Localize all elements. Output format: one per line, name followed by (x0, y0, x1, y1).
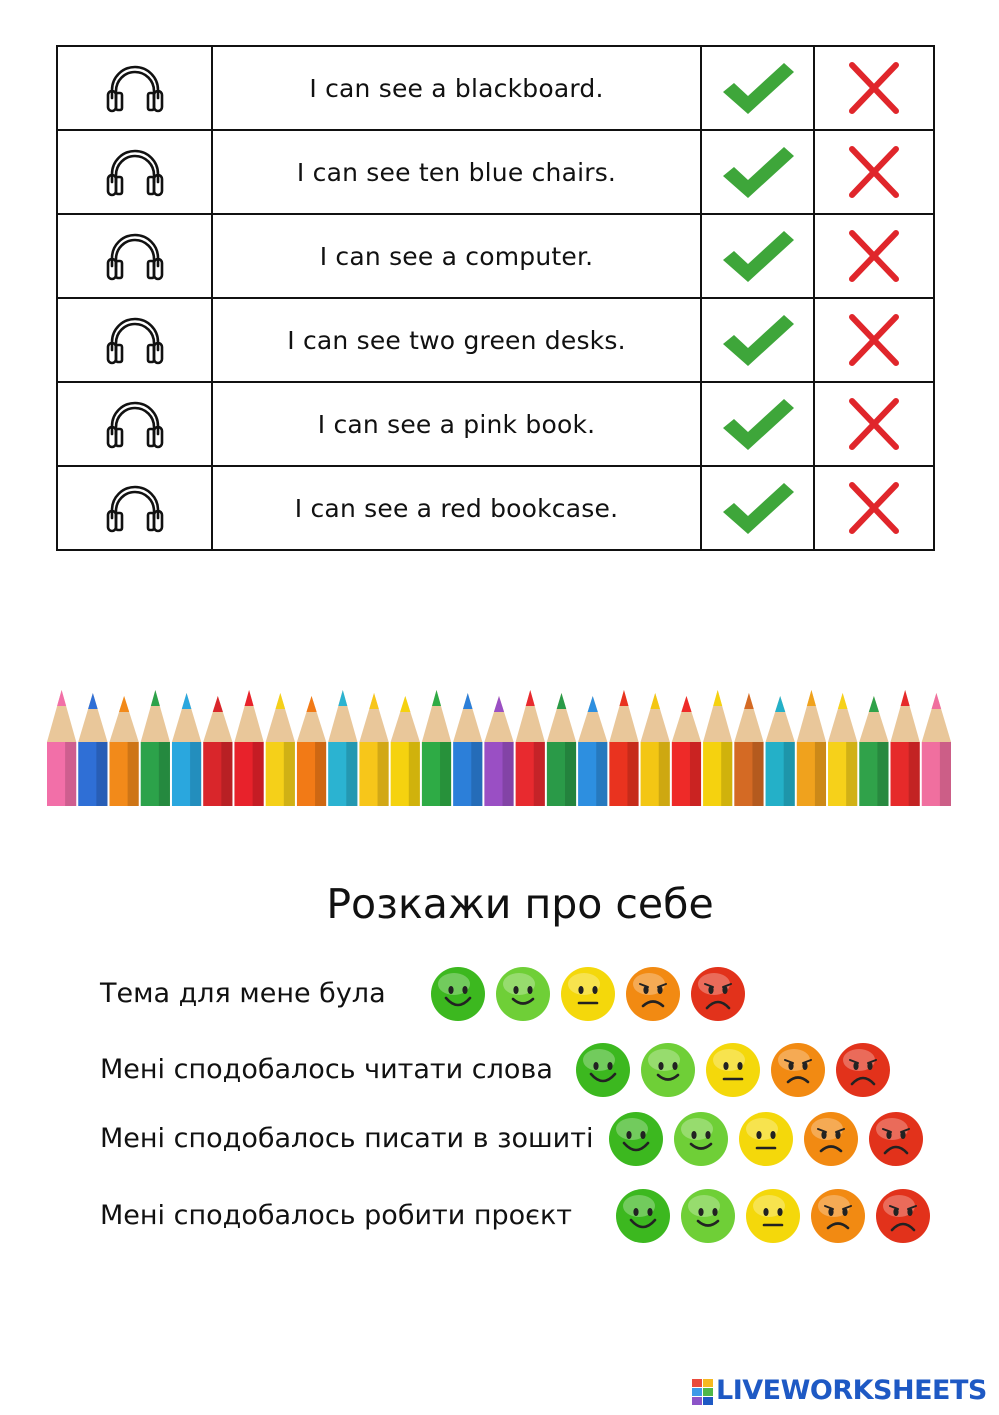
play-audio-button[interactable] (57, 298, 212, 382)
pencil (359, 693, 388, 806)
play-audio-button[interactable] (57, 382, 212, 466)
pencil (891, 690, 920, 806)
check-icon (720, 59, 796, 117)
table-row (57, 298, 934, 382)
sentence-cell (212, 466, 701, 550)
rating-row-topic (100, 964, 760, 1024)
rating-row-label: Тема для мене була (100, 978, 386, 1009)
listening-table-body (57, 46, 934, 550)
neutral-face-icon[interactable] (745, 1188, 801, 1244)
false-answer-button[interactable] (814, 46, 934, 130)
true-answer-button[interactable] (701, 130, 814, 214)
true-answer-button[interactable] (701, 214, 814, 298)
false-answer-button[interactable] (814, 466, 934, 550)
sentence-text: I can see a computer. (319, 241, 594, 271)
sentence-text: I can see a red bookcase. (294, 493, 619, 523)
sentence-cell (212, 298, 701, 382)
very-sad-face-icon[interactable] (835, 1042, 891, 1098)
table-row (57, 214, 934, 298)
cross-icon (846, 395, 902, 453)
sad-face-icon[interactable] (810, 1188, 866, 1244)
pencil (266, 693, 295, 806)
rating-row-project (100, 1186, 940, 1246)
very-happy-face-icon[interactable] (575, 1042, 631, 1098)
true-answer-button[interactable] (701, 382, 814, 466)
false-answer-button[interactable] (814, 298, 934, 382)
sentence-text: I can see ten blue chairs. (296, 157, 617, 187)
cross-icon (846, 59, 902, 117)
pencil (172, 693, 201, 806)
very-sad-face-icon[interactable] (868, 1111, 924, 1167)
pencil (828, 693, 857, 806)
pencil (453, 693, 482, 806)
headphones-icon (105, 314, 165, 366)
pencil (797, 690, 826, 806)
pencil (391, 696, 420, 806)
pencil (547, 693, 576, 806)
pencil (703, 690, 732, 806)
pencil (641, 693, 670, 806)
pencil (578, 696, 607, 806)
pencil (297, 696, 326, 806)
true-answer-button[interactable] (701, 466, 814, 550)
cross-icon (846, 143, 902, 201)
very-sad-face-icon[interactable] (875, 1188, 931, 1244)
pencil (609, 690, 638, 806)
pencil (78, 693, 107, 806)
happy-face-icon[interactable] (680, 1188, 736, 1244)
rating-row-writing (100, 1109, 930, 1169)
pencil (484, 696, 513, 806)
play-audio-button[interactable] (57, 466, 212, 550)
pencil (672, 696, 701, 806)
true-answer-button[interactable] (701, 46, 814, 130)
sentence-cell (212, 130, 701, 214)
play-audio-button[interactable] (57, 130, 212, 214)
rating-row-label: Мені сподобалось робити проєкт (100, 1200, 573, 1231)
table-row (57, 46, 934, 130)
pencil (422, 690, 451, 806)
table-row (57, 466, 934, 550)
check-icon (720, 395, 796, 453)
neutral-face-icon[interactable] (705, 1042, 761, 1098)
very-happy-face-icon[interactable] (608, 1111, 664, 1167)
sad-face-icon[interactable] (625, 966, 681, 1022)
self-assessment-title: Розкажи про себе (326, 880, 714, 928)
check-icon (720, 143, 796, 201)
pencil (328, 690, 357, 806)
sentence-cell (212, 46, 701, 130)
pencil (516, 690, 545, 806)
pencil (922, 693, 951, 806)
sad-face-icon[interactable] (770, 1042, 826, 1098)
pencil (234, 690, 263, 806)
pencil (859, 696, 888, 806)
sentence-text: I can see a pink book. (317, 409, 596, 439)
rating-row-label: Мені сподобалось читати слова (100, 1054, 553, 1085)
table-row (57, 382, 934, 466)
pencil (734, 693, 763, 806)
headphones-icon (105, 398, 165, 450)
very-happy-face-icon[interactable] (615, 1188, 671, 1244)
pencil (203, 696, 232, 806)
pencil (141, 690, 170, 806)
pencil (47, 690, 76, 806)
headphones-icon (105, 62, 165, 114)
rating-row-label: Мені сподобалось писати в зошиті (100, 1123, 594, 1154)
headphones-icon (105, 146, 165, 198)
happy-face-icon[interactable] (495, 966, 551, 1022)
very-sad-face-icon[interactable] (690, 966, 746, 1022)
false-answer-button[interactable] (814, 130, 934, 214)
table-row (57, 130, 934, 214)
false-answer-button[interactable] (814, 382, 934, 466)
liveworksheets-watermark (692, 1374, 992, 1408)
sentence-text: I can see a blackboard. (309, 73, 604, 103)
sentence-cell (212, 214, 701, 298)
false-answer-button[interactable] (814, 214, 934, 298)
rating-row-reading (100, 1040, 900, 1100)
cross-icon (846, 311, 902, 369)
neutral-face-icon[interactable] (560, 966, 616, 1022)
sentence-text: I can see two green desks. (287, 325, 626, 355)
headphones-icon (105, 482, 165, 534)
happy-face-icon[interactable] (673, 1111, 729, 1167)
play-audio-button[interactable] (57, 214, 212, 298)
cross-icon (846, 479, 902, 537)
true-answer-button[interactable] (701, 298, 814, 382)
sad-face-icon[interactable] (803, 1111, 859, 1167)
sentence-cell (212, 382, 701, 466)
pencil (766, 696, 795, 806)
check-icon (720, 311, 796, 369)
liveworksheets-logo-icon (692, 1379, 714, 1405)
happy-face-icon[interactable] (640, 1042, 696, 1098)
headphones-icon (105, 230, 165, 282)
very-happy-face-icon[interactable] (430, 966, 486, 1022)
check-icon (720, 227, 796, 285)
check-icon (720, 479, 796, 537)
watermark-text: LIVEWORKSHEETS (716, 1375, 987, 1406)
pencil (109, 696, 138, 806)
play-audio-button[interactable] (57, 46, 212, 130)
neutral-face-icon[interactable] (738, 1111, 794, 1167)
colored-pencils-image (46, 680, 952, 806)
listening-table (56, 45, 935, 551)
cross-icon (846, 227, 902, 285)
